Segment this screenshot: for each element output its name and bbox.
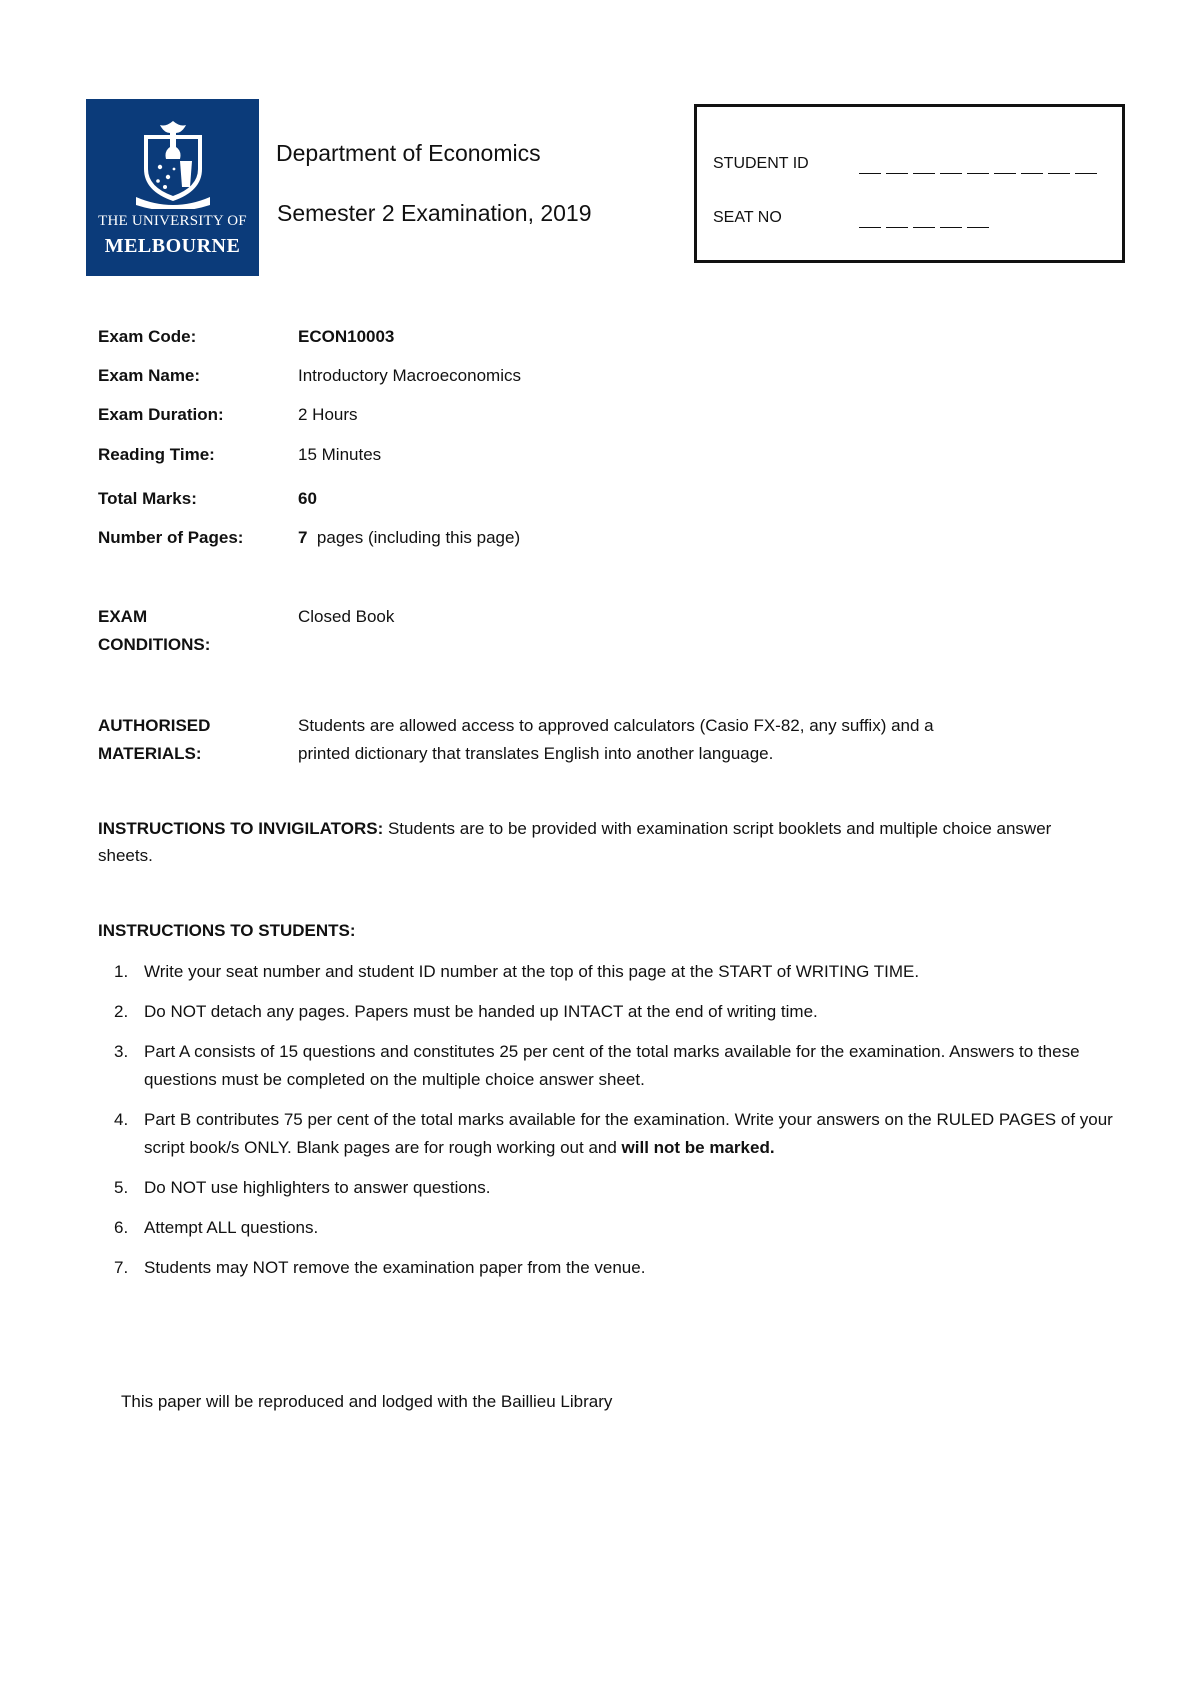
student-instructions-list [98,958,1118,1294]
list-item-text: Do NOT detach any pages. Papers must be handed up INTACT at the end of writing time. [144,1002,818,1021]
list-item-text-bold: will not be marked. [621,1138,775,1157]
exam-code-value: ECON10003 [298,327,395,346]
blank-slot [967,227,989,228]
university-logo [86,99,259,276]
authorised-materials-line1: Students are allowed access to approved calculators (Casio FX-82, any suffix) and a [298,716,934,735]
list-item-number: 5. [114,1178,129,1197]
blank-slot [994,173,1016,174]
pages-count: 7 [298,528,308,547]
logo-melbourne: MELBOURNE [104,235,241,257]
list-item [98,1038,1118,1094]
exam-conditions-label-line1: EXAM [98,607,148,626]
list-item-text: Write your seat number and student ID number at the top of this page at the START of WRITING TIME. [144,962,920,981]
exam-conditions-label [98,603,288,659]
blank-slot [940,173,962,174]
library-note: This paper will be reproduced and lodged with the Baillieu Library [121,1392,613,1411]
exam-conditions-value: Closed Book [298,607,395,626]
list-item-text: Students may NOT remove the examination paper from the venue. [144,1258,646,1277]
blank-slot [913,173,935,174]
list-item-number: 7. [114,1258,129,1277]
authorised-materials-label-line1: AUTHORISED [98,716,211,735]
student-id-box [694,104,1125,263]
logo-university-of: THE UNIVERSITY OF [98,213,247,229]
blank-slot [859,227,881,228]
semester-title: Semester 2 Examination, 2019 [277,200,592,226]
exam-duration-value: 2 Hours [298,405,358,424]
exam-name-label: Exam Name: [98,366,201,385]
list-item [98,958,1118,986]
list-item-number: 6. [114,1218,129,1237]
seat-no-label: SEAT NO [713,209,782,226]
authorised-materials-value [298,712,1098,768]
list-item-text: Part A consists of 15 questions and constitutes 25 per cent of the total marks available for the examination. Answers to these questions must be completed on the multiple choice answer sheet. [144,1042,1080,1089]
list-item-text: Do NOT use highlighters to answer questions. [144,1178,491,1197]
list-item [98,1174,1118,1202]
blank-slot [1075,173,1097,174]
list-item-number: 2. [114,1002,129,1021]
student-id-field[interactable] [859,173,1097,174]
department-title: Department of Economics [276,140,541,166]
list-item [98,1106,1118,1162]
invigilator-instructions-text: Students are to be provided with examination script booklets and multiple choice answer sheets. [98,819,1052,865]
student-id-label: STUDENT ID [713,155,809,172]
pages-value: 7 pages (including this page) [298,528,521,547]
blank-slot [886,227,908,228]
total-marks-value: 60 [298,489,317,508]
student-instructions-heading: INSTRUCTIONS TO STUDENTS: [98,921,356,940]
pages-label: Number of Pages: [98,528,244,547]
authorised-materials-label-line2: MATERIALS: [98,744,202,763]
invigilator-instructions [98,815,1108,869]
authorised-materials-label [98,712,288,768]
reading-time-label: Reading Time: [98,445,215,464]
seat-no-field[interactable] [859,227,989,228]
list-item [98,1254,1118,1282]
blank-slot [940,227,962,228]
reading-time-value: 15 Minutes [298,445,382,464]
exam-duration-label: Exam Duration: [98,405,224,424]
list-item-number: 4. [114,1110,129,1129]
list-item [98,998,1118,1026]
crest-icon [130,117,216,209]
exam-conditions-label-line2: CONDITIONS: [98,635,211,654]
list-item-number: 1. [114,962,129,981]
blank-slot [1021,173,1043,174]
invigilator-instructions-label: INSTRUCTIONS TO INVIGILATORS: [98,819,384,838]
list-item-number: 3. [114,1042,129,1061]
list-item-text [144,1110,1113,1157]
blank-slot [1048,173,1070,174]
total-marks-label: Total Marks: [98,489,197,508]
list-item-text: Attempt ALL questions. [144,1218,319,1237]
blank-slot [859,173,881,174]
blank-slot [886,173,908,174]
exam-name-value: Introductory Macroeconomics [298,366,521,385]
blank-slot [967,173,989,174]
list-item-text-main: Part B contributes 75 per cent of the total marks available for the examination. Write your answers on the RULED PAGES of your script book/s ONLY. Blank pages are for rough working out and [144,1110,1113,1157]
blank-slot [913,227,935,228]
authorised-materials-line2: printed dictionary that translates English into another language. [298,744,774,763]
exam-code-label: Exam Code: [98,327,197,346]
list-item [98,1214,1118,1242]
